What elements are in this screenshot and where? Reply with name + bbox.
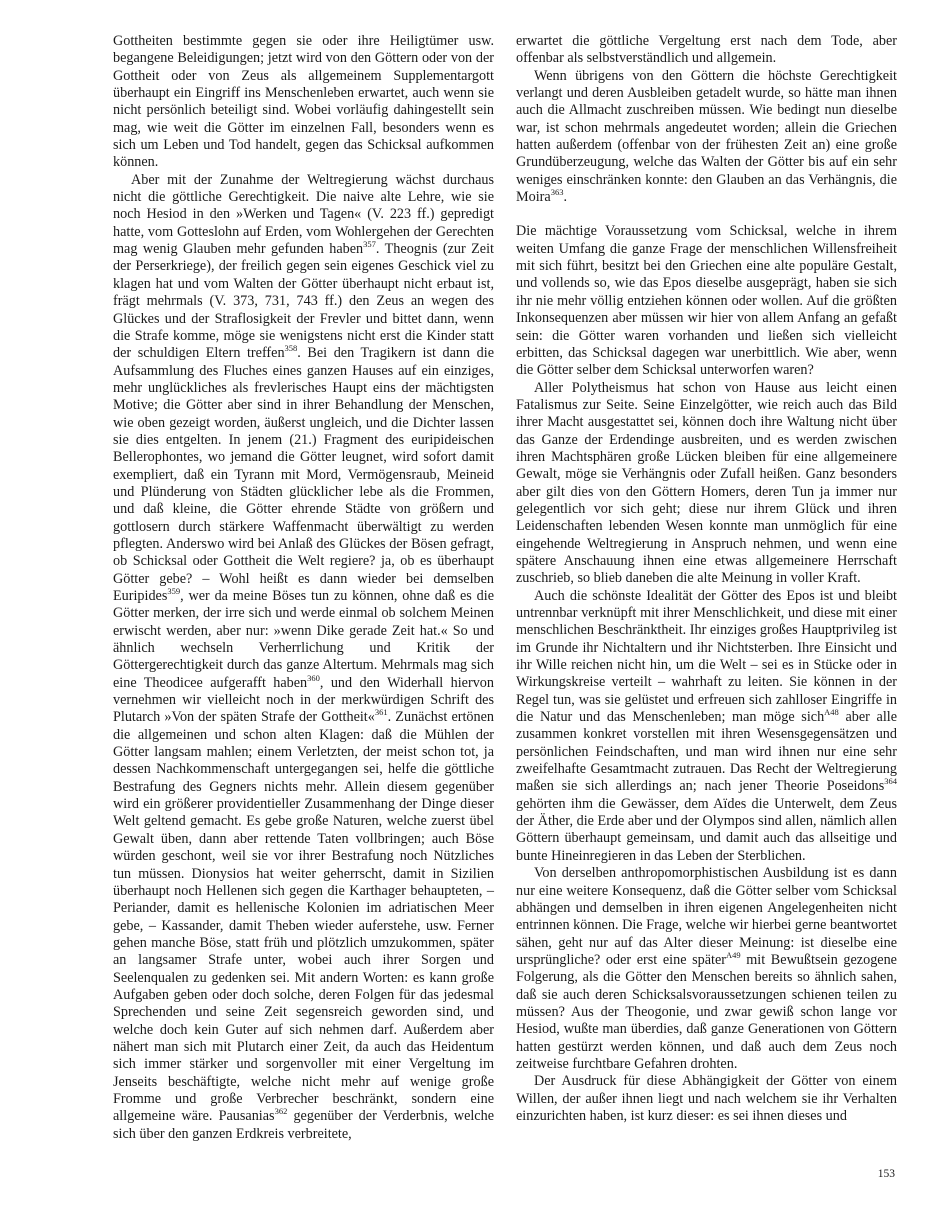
paragraph: Aller Polytheismus hat schon von Hause aus leicht einen Fatalismus zur Seite. Seine Einzelgötter, wie reich auch das Bild ihrer Macht ausgestattet sei, können doch ihre Waltung nicht über das Ganze der Erdendinge ausbreiten, und es werden zwischen ihren Machtsphären große Lücken bleiben für eine allgemeinere Gewalt, möge sie Verhängnis oder Zufall heißen. Ganz besonders aber gilt dies von den Göttern Homers, deren Tun ja immer nur gelegentlich vor sich geht; diese nur ihrem Glück und ihren Leidenschaften lebenden Wesen konnte man unmöglich für eine eingehende Weltregierung in Anspruch nehmen, und wenn eine spätere Anschauung ihnen eine etwas allgemeinere Herrschaft zuschrieb, so blieb daneben die alte Meinung in voller Kraft. <box>516 379 897 587</box>
footnote-ref: 359 <box>167 586 181 596</box>
footnote-ref: 361 <box>374 707 388 718</box>
paragraph: Von derselben anthropomorphistischen Ausbildung ist es dann nur eine weitere Konsequenz, daß die Götter selber vom Schicksal abhängen und demselben in ihren eigenen Angelegenheiten nicht entrinnen können. Die Frage, welche wir hierbei gerne beantwortet sähen, geht nur auf das Alter dieser Meinung: ist dieselbe eine ursprüngliche? oder erst eine später$^{A49}$ mit Bewußtsein gezogene Folgerung, als die Götter den Menschen bereits so ähnlich sahen, daß sie auch deren Schicksalsvoraussetzungen schienen teilen zu müssen? Aus der Theogonie, und zwar gewiß schon lange vor Hesiod, wußte man überdies, daß ganze Generationen von Göttern hatten gestürzt werden können, und daß auch dem Zeus noch zeitweise furchtbare Gefahren drohten. <box>516 865 897 1072</box>
paragraph: Der Ausdruck für diese Abhängigkeit der Götter von einem Willen, der außer ihnen liegt und nach welchem sie ihr Verhalten einzurichten haben, ist kurz dieser: es sei ihnen dieses und <box>516 1073 897 1124</box>
paragraph: Gottheiten bestimmte gegen sie oder ihre Heiligtümer usw. begangene Beleidigungen; jetzt wird von den Göttern oder von der Gottheit oder von Zeus als allgemeinem Supplementargott überhaupt ein Eingriff ins Menschenleben erwartet, auch wenn sie nicht persönlich beteiligt sind. Wobei vorläufig dahingestellt sein mag, wie weit die Götter im einzelnen Fall, besonders wenn es sich um Leben und Tod handelt, gegen das Schicksal aufkommen können. <box>113 33 494 171</box>
footnote-ref: A48 <box>824 707 839 718</box>
right-text-column <box>516 33 897 1125</box>
paragraph: erwartet die göttliche Vergeltung erst nach dem Tode, aber offenbar als selbstverständlich und allgemein. <box>516 33 897 67</box>
page-number: 153 <box>877 1168 895 1180</box>
left-text-column <box>113 33 494 1143</box>
footnote-ref: A49 <box>726 949 741 960</box>
footnote-ref: 360 <box>307 672 320 683</box>
footnote-ref: 363 <box>550 187 564 198</box>
paragraph: Wenn übrigens von den Göttern die höchste Gerechtigkeit verlangt und deren Ausbleiben getadelt wurde, so hätte man ihnen auch die Allmacht zuschreiben müssen. Wie bedingt nun dieselbe war, ist schon mehrmals angedeutet worden; allein die Griechen hatten außerdem (offenbar von der frühesten Zeit an) eine große Grundüberzeugung, welche das Walten der Götter bis auf ein sehr weniges einschränken konnte: den Glauben an das Verhängnis, die Moira$^{363}$. <box>516 67 897 206</box>
paragraph: Auch die schönste Idealität der Götter des Epos ist und bleibt untrennbar verknüpft mit ihrer Menschlichkeit, und diese mit einer menschlichen Beschränktheit. Ihr einziges großes Hauptprivileg ist im Grunde ihr Nichtaltern und ihr Nichtsterben. Ihre Einsicht und ihr Wille reichen nicht hin, um die Welt – sei es in Stücke oder in Wirkungskreise verteilt – wahrhaft zu leiten. Sie können in der Regel tun, was sie gelüstet und erfreuen sich zahlloser Eingriffe in die Natur und das Menschenleben; man möge sich$^{A48}$ aber alle zusammen konkret vorstellen mit ihren Wesensgegensätzen und persönlichen Feindschaften, und man wird ihnen nur eine sehr zweifelhafte Gesamtmacht zutrauen. Das Recht der Weltregierung maßen sie sich allerdings an; nach jener Theorie Poseidons$^{364}$ gehörten ihm die Gewässer, dem Aïdes die Unterwelt, dem Zeus der Äther, die Erde aber und der Olympos sind allen, nämlich allen Göttern überhaupt gemeinsam, und damit auch das allseitige und bunte Hineinregieren in das Leben der Sterblichen. <box>516 587 898 864</box>
footnote-ref: 358 <box>284 343 298 354</box>
section-opening-paragraph: Die mächtige Voraussetzung vom Schicksal, welche in ihrem weiten Umfang die ganze Frage der menschlichen Willensfreiheit mit sich führt, besitzt bei den Griechen eine alte populäre Gestalt, und vollends so, wie das Epos dieselbe ausgeprägt, haben sie sich ihr nie mehr völlig entziehen können oder wollen. Auf die größten Inkonsequenzen aber müssen wir hier von allem Anfang an gefaßt sein: die Götter waren vorhanden und ließen sich vielleicht erbitten, das Schicksal dagegen war unerbittlich. Wie aber, wenn die Götter selber dem Schicksal unterworfen waren? <box>516 223 897 379</box>
footnote-ref: 364 <box>884 776 897 787</box>
footnote-ref: 362 <box>274 1106 288 1117</box>
paragraph: Aber mit der Zunahme der Weltregierung wächst durchaus nicht die göttliche Gerechtigkeit. Die naive alte Lehre, wie sie noch Hesiod in den »Werken und Tagen« (V. 223 ff.) gepredigt hatte, vom Gotteslohn auf Erden, vom Wohlergehen der Gerechten mag wenig Glauben mehr gefunden haben$^{357}$. Theognis (zur Zeit der Perserkriege), der freilich gegen sein eigenes Geschick viel zu klagen hat und vom Walten der Götter überhaupt nicht erbaut ist, frägt mehrmals (V. 373, 731, 743 ff.) den Zeus an wegen des Glückes und der Straflosigkeit der Frevler und bittet dann, wenn die Strafe komme, möge sie wenigstens nicht erst die Kinder statt der schuldigen Eltern treffen$^{358}$. Bei den Tragikern ist dann die Aufsammlung des Fluches eines ganzen Hauses auf ein einziges, mehr unglückliches als frevlerisches Haupt eins der mächtigsten Motive; die Götter aber sind in ihrer Behandlung der Menschen, wie oben gezeigt worden, äußerst ungleich, und die Dichter lassen sie dies entgelten. In jenem (21.) Fragment des euripideischen Bellerophontes, wo jemand die Götter leugnet, wird sofort damit exempliert, daß ein Tyrann mit Mord, Vermögensraub, Meineid und Plünderung von Städten glücklicher lebe als die Frommen, und daß kleine, die Götter ehrende Städte von größern und gottlosern durch stärkere Waffenmacht überwältigt zu werden pflegten. Anderswo wird bei Anlaß des Glückes der Bösen gefragt, ob Schicksal oder Gottheit die Welt regiere? ja, ob es überhaupt Götter gebe? – Wohl heißt es dann wieder bei demselben Euripides$^{359}$, wer da meine Böses tun zu können, ohne daß es die Götter merken, der irre sich und werde einmal ob solchem Meinen erwischt werden, aber nur: »wenn Dike gerade Zeit hat.« So und ähnlich wechseln Verherrlichung und Kritik der Göttergerechtigkeit durch das ganze Altertum. Mehrmals mag sich eine Theodicee aufgerafft haben$^{360}$, und den Widerhall hiervon vernehmen wir vielleicht noch in der merkwürdigen Schrift des Plutarch »Von der späten Strafe der Gottheit«$^{361}$. Zunächst ertönen die allgemeinen und schon alten Klagen: daß die Mühlen der Götter langsam mahlen; einem Verletzten, der meist schon tot, ja dessen Nachkommenschaft untergegangen sei, helfe die göttliche Bestrafung des Gegners nichts mehr. Allein diesem gegenüber wird ein größerer providentieller Zusammenhang der Dinge dieser Welt geltend gemacht. Es gebe große Naturen, welche zuerst übel Gewalt üben, dann aber rettende Taten vollbringen; auch Böse würden geschont, weil sie vor ihrer Bestrafung noch Nützliches tun müssen. Dionysios hat weiter geherrscht, damit in Sizilien überhaupt noch Hellenen sich gegen die Karthager behaupteten, – Periander, damit es hellenische Kolonien im adriatischen Meer gebe, – Kassander, damit Theben wieder auferstehe, usw. Ferner gehen manche Böse, statt früh und plötzlich umzukommen, später an langsamer Strafe unter, wobei auch ihrer Sorgen und Seelenqualen zu gedenken sei. Mit andern Worten: es kann große Aufgaben geben oder doch solche, deren Folgen für das jedesmal Sprechenden und seine Zeit segensreich geworden sind, und welche doch kein Guter auf sich nehmen darf. Außerdem aber nähert man sich mit Plutarch einer Zeit, da auch das Heidentum sich immer stärker und sorgenvoller mit einer Vergeltung im Jenseits beschäftigte, welche nicht mehr auf wenige große Fromme und große Verbrecher beschränkt, sondern eine allgemeine wäre. Pausanias$^{362}$ gegenüber der Verderbnis, welche sich über den ganzen Erdkreis verbreitete, <box>113 171 495 1142</box>
footnote-ref: 357 <box>363 239 376 250</box>
